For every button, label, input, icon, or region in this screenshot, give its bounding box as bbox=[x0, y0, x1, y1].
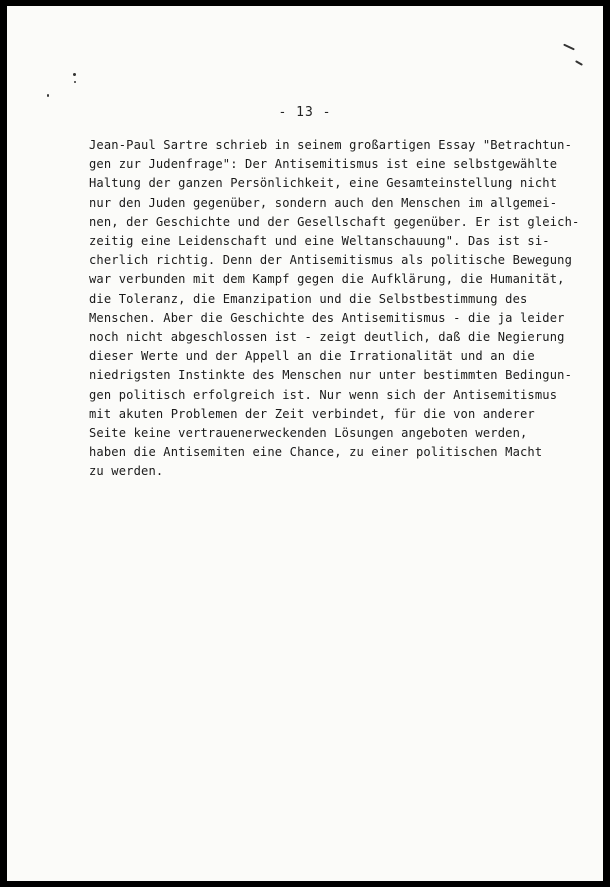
text-line: Seite keine vertrauenerweckenden Lösungen angeboten werden, bbox=[89, 426, 528, 441]
text-line: Jean-Paul Sartre schrieb in seinem großartigen Essay "Betrachtun- bbox=[89, 138, 573, 152]
text-line: haben die Antisemiten eine Chance, zu einer politischen Macht bbox=[89, 445, 543, 460]
scan-speck bbox=[47, 94, 49, 97]
text-line: noch nicht abgeschlossen ist - zeigt deutlich, daß die Negierung bbox=[89, 330, 565, 345]
text-line: mit akuten Problemen der Zeit verbindet, für die von anderer bbox=[89, 406, 535, 421]
text-line: zeitig eine Leidenschaft und eine Weltanschauung". Das ist si- bbox=[89, 234, 550, 249]
text-line: dieser Werte und der Appell an die Irrationalität und an die bbox=[89, 349, 535, 364]
text-line: cherlich richtig. Denn der Antisemitismus als politische Bewegung bbox=[89, 253, 573, 268]
text-line: niedrigsten Instinkte des Menschen nur unter bestimmten Bedingun- bbox=[89, 368, 573, 383]
text-line: zu werden. bbox=[89, 464, 164, 479]
text-line: war verbunden mit dem Kampf gegen die Aufklärung, die Humanität, bbox=[89, 272, 565, 287]
text-line: gen zur Judenfrage": Der Antisemitismus ist eine selbstgewählte bbox=[89, 157, 558, 172]
text-line: Haltung der ganzen Persönlichkeit, eine Gesamteinstellung nicht bbox=[89, 176, 558, 191]
page-number: - 13 - bbox=[278, 105, 332, 120]
scan-speck bbox=[74, 81, 76, 83]
text-line: nen, der Geschichte und der Gesellschaft gegenüber. Er ist gleich- bbox=[89, 214, 580, 229]
body-paragraph bbox=[89, 136, 580, 482]
text-line: die Toleranz, die Emanzipation und die Selbstbestimmung des bbox=[89, 291, 528, 306]
scan-speck bbox=[563, 44, 575, 51]
text-line: gen politisch erfolgreich ist. Nur wenn sich der Antisemitismus bbox=[89, 387, 558, 402]
document-page bbox=[7, 6, 603, 881]
scan-speck bbox=[73, 73, 76, 76]
scan-speck bbox=[575, 60, 583, 66]
text-line: Menschen. Aber die Geschichte des Antisemitismus - die ja leider bbox=[89, 310, 565, 325]
text-line: nur den Juden gegenüber, sondern auch den Menschen im allgemei- bbox=[89, 195, 558, 210]
